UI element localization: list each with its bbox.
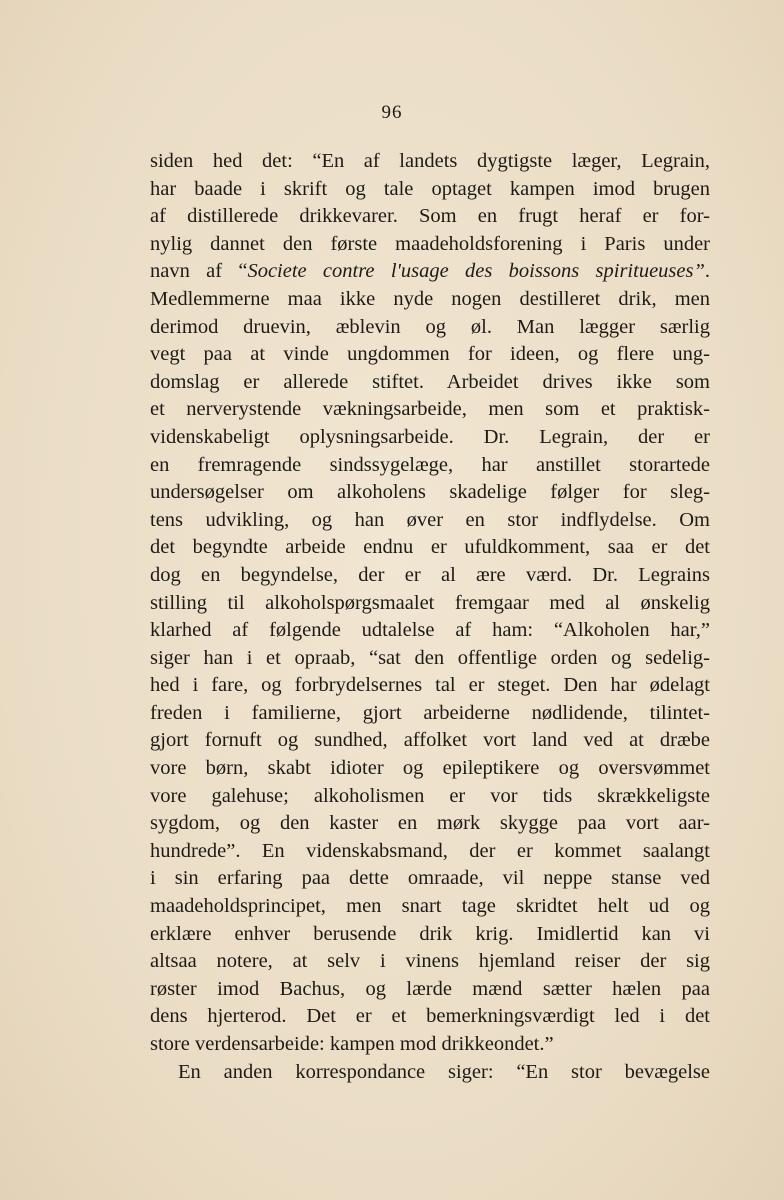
text-line: siger han i et opraab, “sat den offentlige orden og sedelig- [150, 646, 710, 669]
text-line: videnskabeligt oplysningsarbeide. Dr. Legrain, der er [150, 425, 710, 448]
text-line: hundrede”. En videnskabsmand, der er kommet saalangt [150, 839, 710, 862]
text-line: vegt paa at vinde ungdommen for ideen, og flere ung- [150, 343, 710, 366]
text-line: derimod druevin, æblevin og øl. Man lægger særlig [150, 315, 710, 338]
text-line: freden i familierne, gjort arbeiderne nødlidende, tilintet- [150, 701, 710, 724]
text-line: siden hed det: “En af landets dygtigste læger, Legrain, [150, 150, 710, 172]
text-line: et nerverystende vækningsarbeide, men som et praktisk- [150, 398, 710, 421]
text-line: af distillerede drikkevarer. Som en frugt heraf er for- [150, 205, 710, 228]
text-line: klarhed af følgende udtalelse af ham: “Alkoholen har,” [150, 619, 710, 642]
text-line: det begyndte arbeide endnu er ufuldkomment, saa er det [150, 536, 710, 559]
text-line-paragraph-start: En anden korrespondance siger: “En stor bevægelse [178, 1060, 710, 1083]
text-line: en fremragende sindssygelæge, har anstillet storartede [150, 453, 710, 476]
text-line-paragraph-end: store verdensarbeide: kampen mod drikkeondet.” [150, 1033, 554, 1055]
body-text [150, 148, 710, 1086]
text-line: Medlemmerne maa ikke nyde nogen destilleret drik, men [150, 287, 710, 310]
text-line: undersøgelser om alkoholens skadelige følger for sleg- [150, 481, 710, 504]
text-line: altsaa notere, at selv i vinens hjemland reiser der sig [150, 950, 710, 973]
text-line-italic-title: navn af “Societe contre l'usage des boissons spiritueuses”. [150, 260, 710, 283]
text-line: stilling til alkoholspørgsmaalet fremgaar med al ønskelig [150, 591, 710, 614]
text-line: vore børn, skabt idioter og epileptikere og oversvømmet [150, 757, 710, 780]
text-line: gjort fornuft og sundhed, affolket vort land ved at dræbe [150, 729, 710, 752]
text-line: domslag er allerede stiftet. Arbeidet drives ikke som [150, 370, 710, 393]
text-line: har baade i skrift og tale optaget kampen imod brugen [150, 177, 710, 200]
text-line: maadeholdsprincipet, men snart tage skridtet helt ud og [150, 895, 710, 918]
text-line: tens udvikling, og han øver en stor indflydelse. Om [150, 508, 710, 531]
text-line: dog en begyndelse, der er al ære værd. Dr. Legrains [150, 563, 710, 586]
text-line: i sin erfaring paa dette omraade, vil neppe stanse ved [150, 867, 710, 890]
text-line: erklære enhver berusende drik krig. Imidlertid kan vi [150, 922, 710, 945]
text-line: dens hjerterod. Det er et bemerkningsværdigt led i det [150, 1005, 710, 1028]
text-line: vore galehuse; alkoholismen er vor tids skrækkeligste [150, 784, 710, 807]
text-line: hed i fare, og forbrydelsernes tal er steget. Den har ødelagt [150, 674, 710, 697]
text-line: sygdom, og den kaster en mørk skygge paa vort aar- [150, 812, 710, 835]
text-line: røster imod Bachus, og lærde mænd sætter hælen paa [150, 977, 710, 1000]
page-number: 96 [381, 102, 403, 123]
text-line: nylig dannet den første maadeholdsforening i Paris under [150, 232, 710, 255]
